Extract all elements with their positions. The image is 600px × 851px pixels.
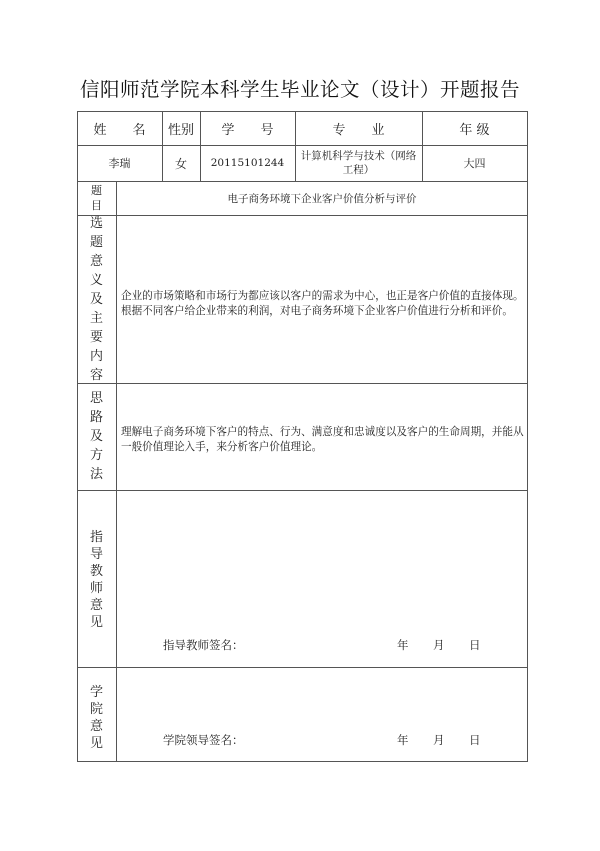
student-name: 李瑞 xyxy=(108,157,131,170)
label-char: 目 xyxy=(91,199,102,212)
label-char: 师 xyxy=(89,581,103,596)
label-char: 意 xyxy=(89,719,103,734)
college-month: 月 xyxy=(433,733,445,747)
content-line: 企业的市场策略和市场行为都应该以客户的需求为中心，也正是客户价值的直接体现。 xyxy=(121,290,524,302)
college-year: 年 xyxy=(397,733,409,747)
advisor-month: 月 xyxy=(433,638,445,652)
label-char: 要 xyxy=(89,329,103,345)
label-char: 题 xyxy=(91,184,102,197)
student-id: 20115101244 xyxy=(210,157,285,169)
method-content xyxy=(121,425,526,455)
label-char: 容 xyxy=(89,367,103,383)
label-char: 见 xyxy=(89,615,103,630)
label-char: 及 xyxy=(89,429,103,444)
advisor-signature-label: 指导教师签名： xyxy=(163,638,244,652)
label-char: 题 xyxy=(89,234,103,250)
label-char: 学 xyxy=(89,685,103,700)
label-col-divider xyxy=(116,181,117,761)
label-char: 导 xyxy=(89,547,103,562)
label-char: 意 xyxy=(89,598,103,613)
college-signature-label: 学院领导签名： xyxy=(163,733,244,747)
advisor-year: 年 xyxy=(397,638,409,652)
significance-content xyxy=(121,289,526,319)
college-label xyxy=(77,680,116,756)
student-grade: 大四 xyxy=(463,157,486,170)
content-line: 一般价值理论入手，来分析客户价值理论。 xyxy=(121,441,323,453)
label-char: 方 xyxy=(89,448,103,463)
advisor-day: 日 xyxy=(469,638,481,652)
content-line: 理解电子商务环境下客户的特点、行为、满意度和忠诚度以及客户的生命周期，并能从 xyxy=(121,426,524,438)
student-gender: 女 xyxy=(174,156,187,171)
topic-label xyxy=(77,181,116,215)
label-char: 选 xyxy=(89,215,103,231)
student-major: 计算机科学与技术（网络工程） xyxy=(300,150,417,176)
row-divider xyxy=(77,490,528,491)
label-char: 内 xyxy=(89,348,103,364)
advisor-label xyxy=(77,530,116,630)
table-border-right xyxy=(527,111,528,762)
label-char: 教 xyxy=(89,564,103,579)
label-char: 思 xyxy=(89,391,103,406)
significance-label xyxy=(77,215,116,383)
label-char: 法 xyxy=(89,467,103,482)
table-border-bottom xyxy=(77,761,528,762)
label-char: 义 xyxy=(89,272,103,288)
method-label xyxy=(77,383,116,490)
label-char: 院 xyxy=(89,702,103,717)
label-char: 见 xyxy=(89,736,103,751)
label-char: 意 xyxy=(89,253,103,269)
row-divider xyxy=(77,667,528,668)
header-gender: 性别 xyxy=(167,122,194,138)
row-divider xyxy=(77,383,528,384)
topic-value: 电子商务环境下企业客户价值分析与评价 xyxy=(227,192,417,205)
header-student-id: 学 号 xyxy=(221,122,274,138)
header-major: 专 业 xyxy=(332,122,385,138)
college-day: 日 xyxy=(469,733,481,747)
label-char: 指 xyxy=(89,530,103,545)
page-title: 信阳师范学院本科学生毕业论文（设计）开题报告 xyxy=(79,78,520,101)
label-char: 主 xyxy=(89,310,103,326)
row-divider xyxy=(77,215,528,216)
header-grade: 年 级 xyxy=(459,122,490,138)
content-line: 根据不同客户给企业带来的利润，对电子商务环境下企业客户价值进行分析和评价。 xyxy=(121,305,513,317)
header-name: 姓 名 xyxy=(93,122,146,138)
label-char: 路 xyxy=(89,410,103,425)
label-char: 及 xyxy=(89,291,103,307)
